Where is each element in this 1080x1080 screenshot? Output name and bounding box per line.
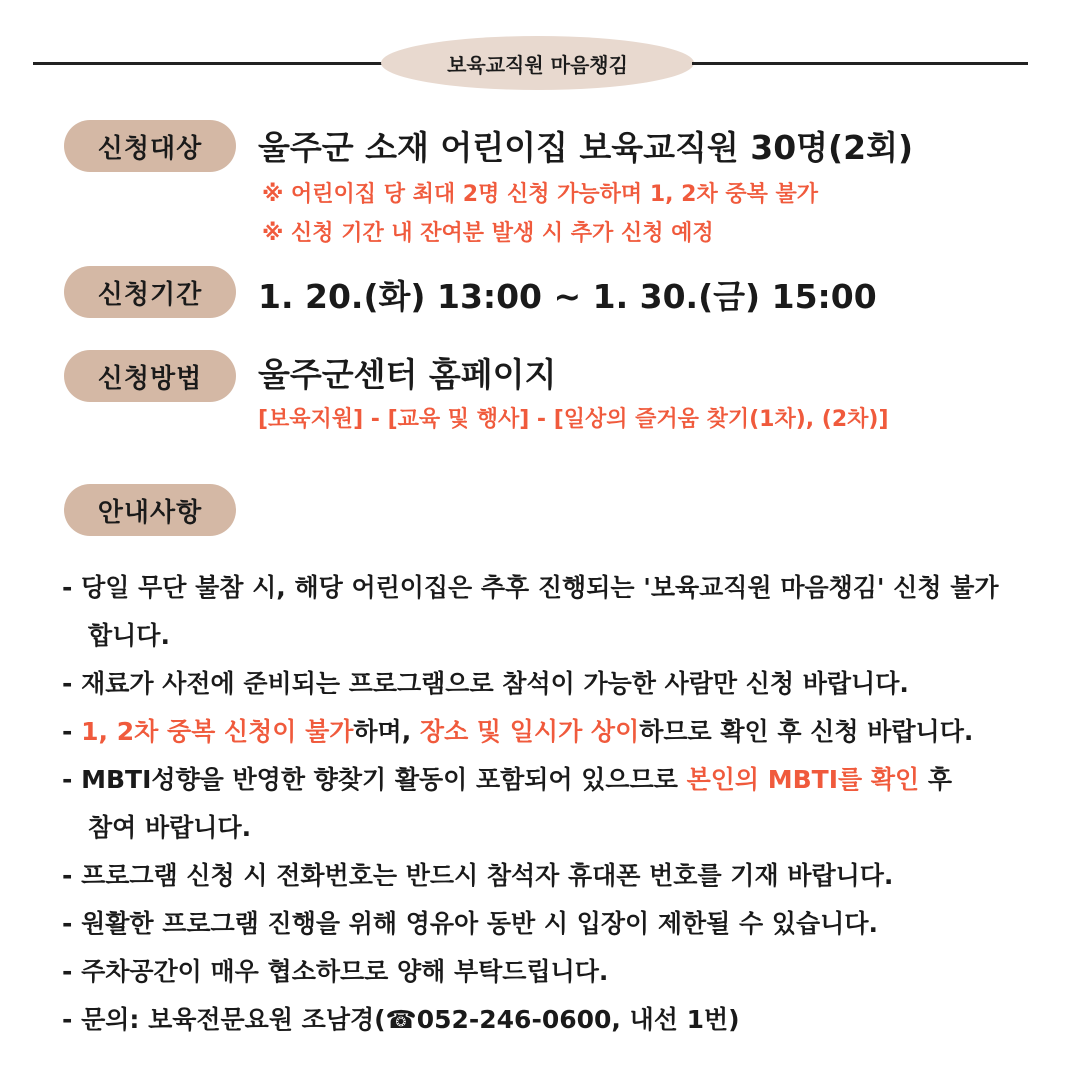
target-label: 신청대상	[64, 120, 236, 172]
header-rule-right	[692, 62, 1028, 65]
notice-item-3-text-2: 하므로 확인 후 신청 바랍니다.	[639, 717, 974, 746]
target-note-1: ※ 어린이집 당 최대 2명 신청 가능하며 1, 2차 중복 불가	[262, 182, 819, 207]
notice-label: 안내사항	[64, 484, 236, 536]
header-rule-left	[33, 62, 383, 65]
notice-item-4-text-1: - MBTI성향을 반영한 향찾기 활동이 포함되어 있으므로	[62, 765, 687, 794]
notice-item-3-highlight-1: 1, 2차 중복 신청이 불가	[81, 717, 354, 746]
header-title: 보육교직원 마음챙김	[381, 36, 694, 90]
method-label: 신청방법	[64, 350, 236, 402]
notice-item-3-dash: -	[62, 717, 82, 746]
notice-item-1: - 당일 무단 불참 시, 해당 어린이집은 추후 진행되는 '보육교직원 마음챙김' 신청 불가	[62, 573, 999, 602]
notice-item-4	[62, 756, 1052, 804]
notice-list	[62, 564, 1052, 1044]
notice-item-4-highlight: 본인의 MBTI를 확인	[686, 765, 920, 794]
target-value: 울주군 소재 어린이집 보육교직원 30명(2회)	[258, 128, 914, 167]
method-value: 울주군센터 홈페이지	[258, 355, 557, 394]
notice-item-1-cont: 합니다.	[88, 621, 170, 650]
notice-item-5: - 프로그램 신청 시 전화번호는 반드시 참석자 휴대폰 번호를 기재 바랍니다.	[62, 861, 894, 890]
notice-item-3-text-1: 하며,	[353, 717, 420, 746]
notice-item-7: - 주차공간이 매우 협소하므로 양해 부탁드립니다.	[62, 957, 609, 986]
period-label: 신청기간	[64, 266, 236, 318]
notice-item-2: - 재료가 사전에 준비되는 프로그램으로 참석이 가능한 사람만 신청 바랍니다.	[62, 669, 909, 698]
notice-item-4-text-2: 후	[919, 765, 953, 794]
notice-item-3	[62, 708, 1052, 756]
method-path: [보육지원] - [교육 및 행사] - [일상의 즐거움 찾기(1차), (2차)]	[258, 407, 889, 432]
notice-item-3-highlight-2: 장소 및 일시가 상이	[419, 717, 640, 746]
notice-item-6: - 원활한 프로그램 진행을 위해 영유아 동반 시 입장이 제한될 수 있습니다.	[62, 909, 878, 938]
period-value: 1. 20.(화) 13:00 ~ 1. 30.(금) 15:00	[258, 277, 877, 316]
target-note-2: ※ 신청 기간 내 잔여분 발생 시 추가 신청 예정	[262, 221, 714, 246]
notice-item-4-cont: 참여 바랍니다.	[88, 813, 252, 842]
header	[0, 0, 1080, 130]
notice-item-8: - 문의: 보육전문요원 조남경(☎052-246-0600, 내선 1번)	[62, 1005, 740, 1034]
